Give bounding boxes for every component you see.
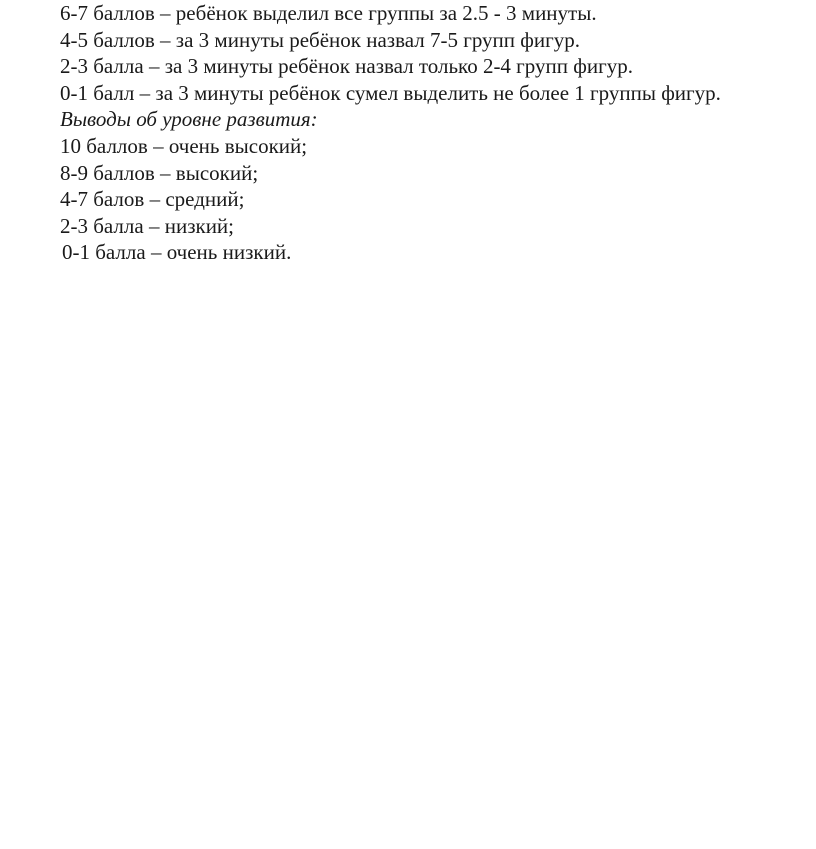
scoring-line-2-3: 2-3 балла – за 3 минуты ребёнок назвал только 2-4 групп фигур. [60, 54, 633, 79]
level-low: 2-3 балла – низкий; [60, 213, 234, 238]
level-very-high: 10 баллов – очень высокий; [60, 133, 308, 158]
level-very-low: 0-1 балла – очень низкий. [62, 240, 292, 265]
level-high: 8-9 баллов – высокий; [60, 160, 259, 185]
conclusions-heading: Выводы об уровне развития: [60, 107, 318, 132]
level-medium: 4-7 балов – средний; [60, 187, 245, 212]
scoring-line-6-7: 6-7 баллов – ребёнок выделил все группы за 2.5 - 3 минуты. [60, 1, 597, 25]
scoring-line-4-5: 4-5 баллов – за 3 минуты ребёнок назвал 7-5 групп фигур. [60, 27, 580, 52]
scoring-line-0-1: 0-1 балл – за 3 минуты ребёнок сумел выделить не более 1 группы фигур. [60, 80, 721, 105]
text-block [60, 0, 800, 266]
